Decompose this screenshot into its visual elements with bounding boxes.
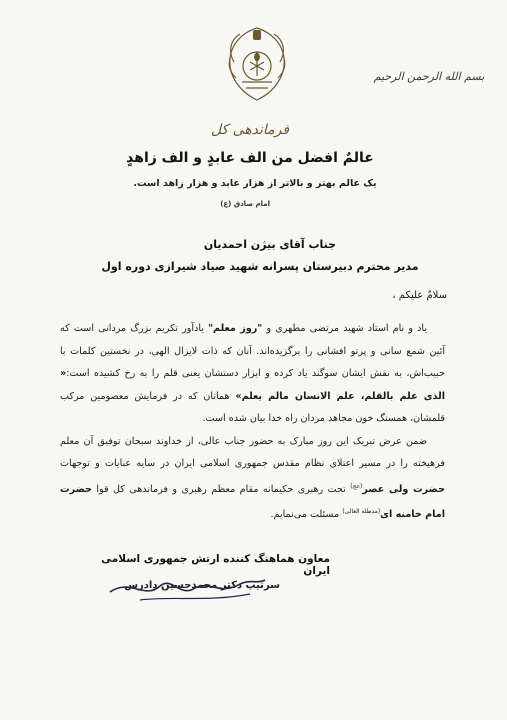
bold-teachers-day: "روز معلم" [208, 323, 263, 334]
superscript: (مدظله العالی) [342, 508, 381, 516]
signatory-name: سرتیپ دکتر محمدحسین دادرس [124, 580, 280, 591]
superscript: (عج) [350, 482, 363, 490]
recipient-title: مدیر محترم دبیرستان پسرانه شهید صیاد شیرازی دوره اول [101, 260, 419, 273]
bold-imam-khamenei: حضرت امام خامنه ای [60, 483, 445, 521]
organization-title: فرماندهی کل [210, 122, 290, 138]
text-segment: تحت رهبری حکیمانه مقام معظم رهبری و فرماندهی کل قوا [91, 483, 351, 495]
text-segment: یادآور تکریم بزرگ مردانی است که آئین شمع سانی و پرتو افشانی را برگزیده‌اند. آنان که ذات لایزال الهی، در نخستین کلمات با حبیب‌اش، به نقش ایشان سوگند یاد کرده و ابزار دستشان یعنی قلم را به رخ کشیده است: [60, 323, 445, 379]
signatory-title: معاون هماهنگ کننده ارتش جمهوری اسلامی ایران [101, 553, 330, 577]
basmala-header: بسم الله الرحمن الرحیم [373, 70, 485, 83]
letter-body [60, 318, 445, 527]
text-segment: ضمن عرض تبریک این روز مبارک به حضور جناب عالی، از خداوند سبحان توفیق آن معلم فرهیخته را در مسیر اعتلای نظام مقدس جمهوری اسلامی ایران در سایه عنایات و توجهات [60, 435, 445, 469]
text-segment: یاد و نام استاد شهید مرتضی مطهری و [262, 323, 428, 334]
paragraph-1 [60, 318, 445, 431]
text-segment: همانان که در فرمایش معصومین مرکب قلمشان، همسنگ خون مجاهد مردان راه خدا بیان شده است. [60, 390, 445, 424]
hadith-title: عالمٌ افضل من الف عابدٍ و الف زاهدٍ [126, 150, 374, 166]
recipient-name: جناب آقای بیژن احمدیان [203, 238, 337, 251]
army-emblem-icon [220, 22, 294, 106]
greeting: سلامٌ علیکم ، [392, 290, 447, 301]
hadith-source: امام صادق (ع) [220, 200, 270, 208]
bold-vali-asr: حضرت ولی عصر [362, 483, 445, 495]
handwritten-signature-icon [100, 570, 270, 610]
text-segment: مسئلت می‌نمایم. [270, 509, 343, 521]
bold-quran-verse: « الذی علم بالقلم، علم الانسان مالم یعلم» [60, 368, 445, 402]
hadith-translation: یک عالم بهتر و بالاتر از هزار عابد و هزار زاهد است. [133, 178, 377, 189]
paragraph-2 [60, 431, 445, 527]
